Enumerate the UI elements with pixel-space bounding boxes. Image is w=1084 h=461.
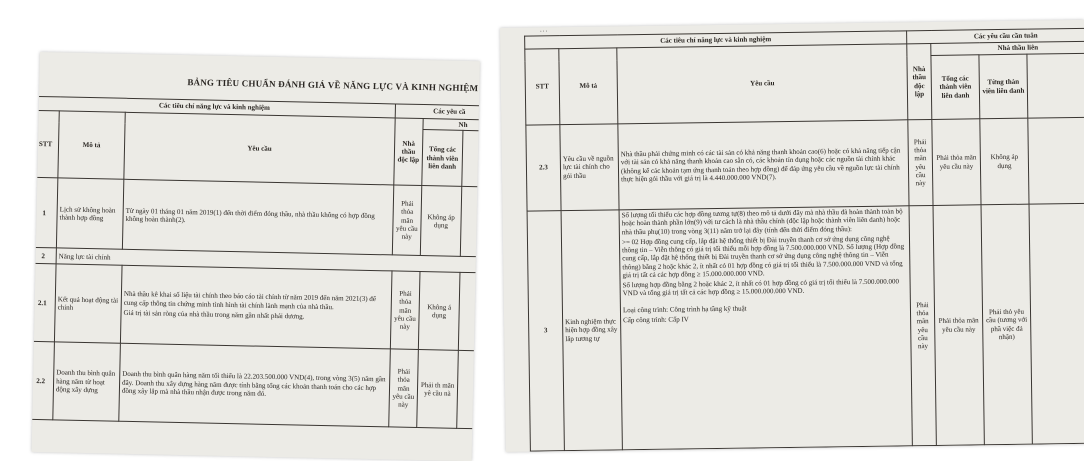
row-independent: Phải thỏa mãn yêu cầu này xyxy=(389,349,419,428)
table-row xyxy=(32,178,480,258)
table-row xyxy=(32,264,480,352)
requirement-text: Số lượng hợp đồng bằng 2 hoặc khác 2, ít nhất có 01 hợp đồng có giá trị tối thiểu là 7.500.000.000 VND và tổng giá trị tất cả các hợp đồng ≥ 15.000.000.000 VND. xyxy=(622,277,900,298)
row-requirement: Doanh thu bình quân hàng năm tối thiểu là 22.203.500.000 VND(4), trong vòng 3(5) năm gần đây. Doanh thu xây dựng hàng năm được tính bằng tổng các khoản thanh toán cho các hợp đồng xây lắp mà nhà thầu nhận được trong năm đó. xyxy=(119,343,391,427)
joint-venture-header: Nh xyxy=(423,119,480,132)
left-document-page xyxy=(32,52,480,461)
row-stt: 3 xyxy=(527,211,564,451)
row-independent: Phải thỏa mãn yêu cầu này xyxy=(392,185,421,256)
left-criteria-table xyxy=(32,96,480,430)
independent-contractor-header: Nhà thầu độc lập xyxy=(394,118,423,186)
table-row xyxy=(32,342,480,430)
total-members-header: Tổng các thành viên liên danh xyxy=(422,130,463,187)
row-description: Kinh nghiệm thực hiện hợp đồng xây lắp tương tự xyxy=(561,210,622,451)
row-total-members: Không á dụng xyxy=(418,272,460,351)
row-total-members: Phải thỏa mãn yêu cầu này xyxy=(932,119,981,206)
row-each-member: Phải thỏ yêu cầu (tương với phầ việc đả nhận) xyxy=(981,204,1032,445)
requirement-text: Giá trị tài sản ròng của nhà thầu trong năm gần nhất phải dương. xyxy=(123,308,305,321)
description-header: Mô tả xyxy=(559,48,618,125)
row-independent: Phải thỏa mãn yêu cầu này xyxy=(909,205,936,445)
handwritten-scrawl: ... xyxy=(539,25,549,34)
row-stt: 2 xyxy=(32,248,57,265)
independent-contractor-header: Nhà thầu độc lập xyxy=(907,43,932,119)
document-title: BẢNG TIÊU CHUẨN ĐÁNH GIÁ VỀ NĂNG LỰC VÀ KINH NGHIỆM xyxy=(187,77,479,94)
row-stt: 1 xyxy=(32,178,58,249)
row-description: Doanh thu bình quân hàng năm từ hoạt động xây dựng xyxy=(53,342,121,421)
description-header: Mô tả xyxy=(58,111,125,180)
stt-header: STT xyxy=(525,49,560,125)
requirements-group-header: Các yêu cầ xyxy=(395,104,480,120)
row-total-members: Phải th mãn yê cầu nà xyxy=(417,350,459,429)
row-requirement: Nhà thầu phải chứng minh có các tài sản có khả năng thanh khoản cao(6) hoặc có khả năng tiếp cận với tài sản có khả năng thanh khoản cao sẵn có, các khoản tín dụng hoặc các nguồn tài chính khác (không kể các khoản tạm ứng thanh toán theo hợp đồng) để đáp ứng yêu cầu về nguồn lực tài chính thực hiện gói thầu với giá trị là 4.440.000.000 VND(7). xyxy=(618,120,909,210)
requirement-text: Cấp công trình: Cấp IV xyxy=(623,315,689,325)
row-total-members: Không áp dụng xyxy=(420,186,461,257)
requirement-text: Nhà thầu kê khai số liệu tài chính theo báo cáo tài chính từ năm 2019 đến năm 2021(3) để cung cấp thông tin chứng minh tình hình tài chính lành mạnh của nhà thầu. xyxy=(123,290,377,311)
row-description: Kết quả hoạt động tài chính xyxy=(54,264,122,343)
requirement-header: Yêu cầu xyxy=(124,112,395,185)
row-total-members: Phải thỏa mãn yêu cầu này xyxy=(933,205,984,446)
right-document-page xyxy=(500,20,1084,452)
row-independent: Phải thỏa mãn yêu cầu này xyxy=(390,271,420,350)
row-description: Lịch sử không hoàn thành hợp đồng xyxy=(56,178,123,249)
right-criteria-table xyxy=(524,28,1084,452)
requirement-header: Yêu cầu xyxy=(617,44,908,124)
total-members-header: Tổng các thành viên liên danh xyxy=(931,55,980,120)
table-row xyxy=(527,203,1084,451)
row-stt: 2.2 xyxy=(32,342,55,421)
requirement-text: >= 02 Hợp đồng cung cấp, lắp đặt hệ thống thiết bị Đài truyền thanh cơ sở ứng dụng công nghệ thông tin – Viễn thông có giá trị tối thiểu mỗi hợp đồng là 7.500.000.000 VND. Số lượng (Hợp đồng cung cấp, lắp đặt hệ thống thiết bị Đài truyền thanh cơ sở ứng dụng công nghệ thông tin – Viễn thông) bằng 2 hoặc khác 2, ít nhất có 01 hợp đồng có giá trị tối thiểu là 7.500.000.000 VND và tổng giá trị tất cả các hợp đồng ≥ 15.000.000.000 VND. xyxy=(621,234,905,280)
row-each-member: Không áp dụng xyxy=(980,118,1029,205)
each-member-header: Từng thàn viên liên danh xyxy=(979,54,1028,119)
row-requirement xyxy=(619,206,912,450)
row-stt: 2.3 xyxy=(526,125,561,211)
row-requirement xyxy=(120,266,392,350)
table-row xyxy=(526,117,1084,211)
stt-header: STT xyxy=(32,110,59,178)
row-stt: 2.1 xyxy=(32,264,56,343)
row-independent: Phải thỏa mãn yêu cầu này xyxy=(908,119,933,205)
criteria-group-header: Các tiêu chí năng lực và kinh nghiệm xyxy=(525,31,907,49)
joint-venture-header: Nhà thầu liên xyxy=(931,41,1084,55)
criteria-group-header: Các tiêu chí năng lực và kinh nghiệm xyxy=(33,96,395,118)
requirement-text: Loại công trình: Công trình hạ tầng kỹ thuật xyxy=(622,304,747,314)
requirements-group-header: Các yêu cầu cần tuân xyxy=(907,28,1084,44)
row-description: Năng lực tài chính xyxy=(56,248,480,273)
row-requirement: Từ ngày 01 tháng 01 năm 2019(1) đến thời điểm đóng thầu, nhà thầu không có hợp đồng không hoàn thành(2). xyxy=(122,180,393,256)
row-description: Yêu cầu về nguồn lực tài chính cho gói thầu xyxy=(560,124,619,211)
requirement-text: Số lượng tối thiểu các hợp đồng tương tự(8) theo mô tả dưới đây mà nhà thầu đã hoàn thành toàn bộ hoặc hoàn thành phần lớn(9) với tư cách là nhà thầu chính (độc lập hoặc thành viên liên danh) hoặc nhà thầu phụ(10) trong vòng 3(11) năm trở lại đây (tính đến thời điểm đóng thầu): xyxy=(621,207,903,236)
